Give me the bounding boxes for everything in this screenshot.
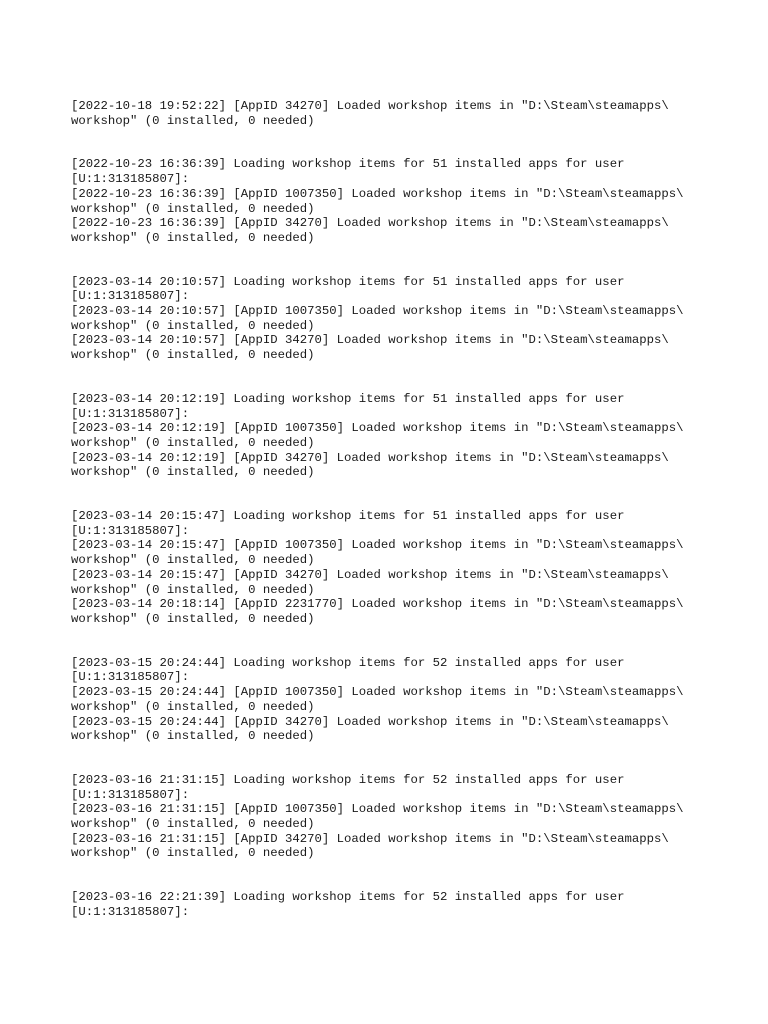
log-line: [U:1:313185807]: — [71, 523, 190, 538]
log-line: workshop" (0 installed, 0 needed) — [71, 113, 315, 128]
log-entry-block — [71, 890, 751, 919]
log-entry-block — [71, 392, 751, 480]
log-entry-block — [71, 99, 751, 128]
log-line: [2023-03-15 20:24:44] Loading workshop items for 52 installed apps for user — [71, 655, 625, 670]
log-line: workshop" (0 installed, 0 needed) — [71, 201, 315, 216]
log-line: [2023-03-15 20:24:44] [AppID 34270] Loaded workshop items in "D:\Steam\steamapps\ — [71, 714, 669, 729]
log-line: [U:1:313185807]: — [71, 289, 190, 304]
log-line: [2023-03-14 20:12:19] Loading workshop items for 51 installed apps for user — [71, 391, 625, 406]
log-line: [2022-10-18 19:52:22] [AppID 34270] Loaded workshop items in "D:\Steam\steamapps\ — [71, 99, 669, 113]
log-line: [2023-03-16 21:31:15] Loading workshop items for 52 installed apps for user — [71, 772, 625, 787]
log-line: workshop" (0 installed, 0 needed) — [71, 582, 315, 597]
log-line: workshop" (0 installed, 0 needed) — [71, 817, 315, 832]
log-line: [2023-03-16 22:21:39] Loading workshop items for 52 installed apps for user — [71, 890, 625, 905]
log-line: [2023-03-14 20:15:47] [AppID 34270] Loaded workshop items in "D:\Steam\steamapps\ — [71, 567, 669, 582]
log-entry-block — [71, 157, 751, 245]
log-line: [2023-03-14 20:15:47] [AppID 1007350] Loaded workshop items in "D:\Steam\steamapps\ — [71, 538, 684, 553]
log-line: [2023-03-14 20:12:19] [AppID 1007350] Loaded workshop items in "D:\Steam\steamapps\ — [71, 421, 684, 436]
log-line: [U:1:313185807]: — [71, 406, 190, 421]
log-line: [2023-03-14 20:10:57] Loading workshop items for 51 installed apps for user — [71, 274, 625, 289]
log-line: workshop" (0 installed, 0 needed) — [71, 318, 315, 333]
log-line: workshop" (0 installed, 0 needed) — [71, 230, 315, 245]
log-line: [U:1:313185807]: — [71, 670, 190, 685]
log-entry-block — [71, 509, 751, 627]
log-line: [2023-03-15 20:24:44] [AppID 1007350] Loaded workshop items in "D:\Steam\steamapps\ — [71, 685, 684, 700]
log-line: [2023-03-14 20:12:19] [AppID 34270] Loaded workshop items in "D:\Steam\steamapps\ — [71, 450, 669, 465]
log-line: workshop" (0 installed, 0 needed) — [71, 465, 315, 480]
log-line: [2023-03-14 20:18:14] [AppID 2231770] Loaded workshop items in "D:\Steam\steamapps\ — [71, 597, 684, 612]
log-entry-block — [71, 275, 751, 363]
log-document — [71, 99, 751, 949]
log-line: [U:1:313185807]: — [71, 787, 190, 802]
log-line: [2023-03-14 20:15:47] Loading workshop items for 51 installed apps for user — [71, 509, 625, 524]
log-line: [U:1:313185807]: — [71, 904, 190, 919]
log-line: [2023-03-16 21:31:15] [AppID 1007350] Loaded workshop items in "D:\Steam\steamapps\ — [71, 802, 684, 817]
log-line: workshop" (0 installed, 0 needed) — [71, 435, 315, 450]
log-line: workshop" (0 installed, 0 needed) — [71, 699, 315, 714]
log-line: [2023-03-16 21:31:15] [AppID 34270] Loaded workshop items in "D:\Steam\steamapps\ — [71, 831, 669, 846]
log-line: workshop" (0 installed, 0 needed) — [71, 348, 315, 363]
log-line: [2023-03-14 20:10:57] [AppID 34270] Loaded workshop items in "D:\Steam\steamapps\ — [71, 333, 669, 348]
log-line: [2023-03-14 20:10:57] [AppID 1007350] Loaded workshop items in "D:\Steam\steamapps\ — [71, 304, 684, 319]
log-entry-block — [71, 773, 751, 861]
log-line: [2022-10-23 16:36:39] Loading workshop items for 51 installed apps for user — [71, 157, 625, 172]
log-line: workshop" (0 installed, 0 needed) — [71, 846, 315, 861]
log-line: workshop" (0 installed, 0 needed) — [71, 553, 315, 568]
log-line: [2022-10-23 16:36:39] [AppID 34270] Loaded workshop items in "D:\Steam\steamapps\ — [71, 216, 669, 231]
log-entry-block — [71, 656, 751, 744]
log-line: [U:1:313185807]: — [71, 172, 190, 187]
log-line: workshop" (0 installed, 0 needed) — [71, 611, 315, 626]
log-line: workshop" (0 installed, 0 needed) — [71, 729, 315, 744]
log-line: [2022-10-23 16:36:39] [AppID 1007350] Loaded workshop items in "D:\Steam\steamapps\ — [71, 186, 684, 201]
